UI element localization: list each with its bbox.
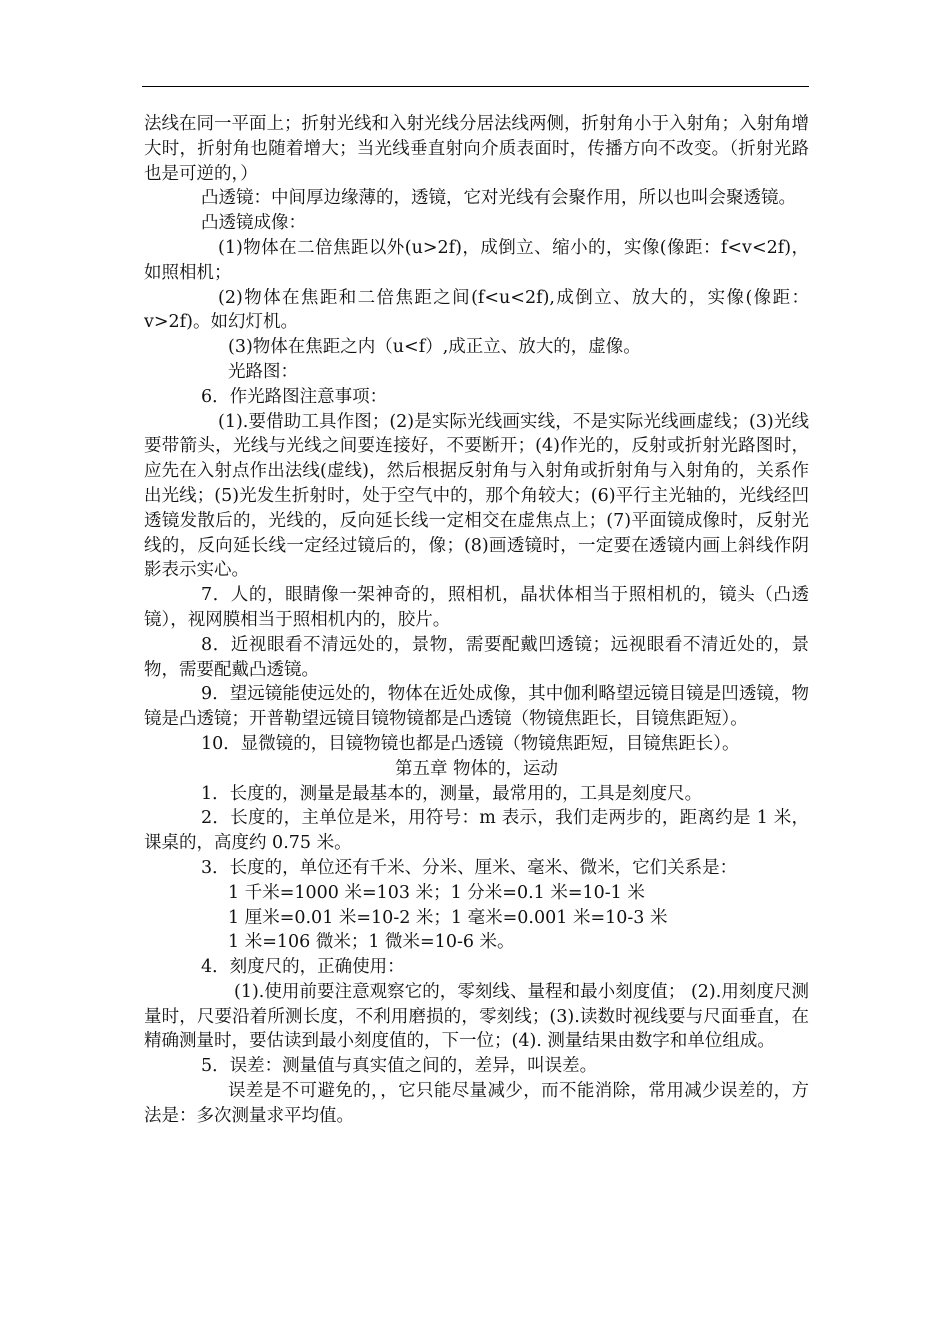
paragraph: 8．近视眼看不清远处的，景物，需要配戴凹透镜；远视眼看不清近处的，景物，需要配戴凸透镜。 (144, 634, 809, 680)
paragraph: 1 千米=1000 米=103 米；1 分米=0.1 米=10-1 米 (228, 882, 645, 903)
paragraph: 6．作光路图注意事项： (201, 386, 388, 407)
paragraph: 10．显微镜的，目镜物镜也都是凸透镜（物镜焦距短，目镜焦距长）。 (201, 733, 740, 754)
chapter-heading: 第五章 物体的，运动 (394, 758, 559, 779)
paragraph: (1).使用前要注意观察它的，零刻线、量程和最小刻度值； (2).用刻度尺测量时，尺要沿着所测长度，不利用磨损的，零刻线；(3).读数时视线要与尺面垂直，在精确测量时，要估读到最小刻度值的，下一位；(4). 测量结果由数字和单位组成。 (144, 981, 809, 1052)
paragraph: (2)物体在焦距和二倍焦距之间(f<u<2f),成倒立、放大的，实像(像距：v>2f)。如幻灯机。 (144, 287, 809, 333)
paragraph: 5．误差：测量值与真实值之间的，差异，叫误差。 (201, 1056, 598, 1077)
paragraph: 4．刻度尺的，正确使用： (201, 957, 405, 978)
document-body (144, 112, 809, 1129)
paragraph: 9．望远镜能使远处的，物体在近处成像，其中伽利略望远镜目镜是凹透镜，物镜是凸透镜；开普勒望远镜目镜物镜都是凸透镜（物镜焦距长，目镜焦距短）。 (144, 684, 809, 730)
paragraph: 7．人的，眼睛像一架神奇的，照相机，晶状体相当于照相机的，镜头（凸透镜），视网膜相当于照相机内的，胶片。 (144, 585, 809, 630)
paragraph: (1)物体在二倍焦距以外(u>2f)，成倒立、缩小的，实像(像距：f<v<2f)，如照相机； (144, 237, 809, 283)
paragraph: 凸透镜：中间厚边缘薄的，透镜，它对光线有会聚作用，所以也叫会聚透镜。 (201, 188, 796, 209)
paragraph: 凸透镜成像： (201, 213, 306, 234)
paragraph: 1 米=106 微米；1 微米=10-6 米。 (228, 932, 515, 953)
paragraph: (3)物体在焦距之内（u<f）,成正立、放大的，虚像。 (228, 337, 641, 358)
paragraph: 1 厘米=0.01 米=10-2 米；1 毫米=0.001 米=10-3 米 (228, 907, 668, 928)
header-rule (142, 86, 809, 87)
paragraph: 1．长度的，测量是最基本的，测量，最常用的，工具是刻度尺。 (201, 783, 703, 804)
paragraph: (1).要借助工具作图；(2)是实际光线画实线，不是实际光线画虚线；(3)光线要带箭头，光线与光线之间要连接好，不要断开；(4)作光的，反射或折射光路图时，应先在入射点作出法线(虚线)，然后根据反射角与入射角或折射角与入射角的，关系作出光线；(5)光发生折射时，处于空气中的，那个角较大；(6)平行主光轴的，光线经凹透镜发散后的，光线的，反向延长线一定相交在虚焦点上；(7)平面镜成像时，反射光线的，反向延长线一定经过镜后的，像；(8)画透镜时，一定要在透镜内画上斜线作阴影表示实心。 (144, 411, 809, 581)
paragraph: 2．长度的，主单位是米，用符号：m 表示，我们走两步的，距离约是 1 米，课桌的，高度约 0.75 米。 (144, 808, 809, 854)
paragraph: 光路图： (228, 361, 298, 382)
paragraph: 3．长度的，单位还有千米、分米、厘米、毫米、微米，它们关系是： (201, 857, 738, 878)
paragraph: 法线在同一平面上；折射光线和入射光线分居法线两侧，折射角小于入射角；入射角增大时，折射角也随着增大；当光线垂直射向介质表面时，传播方向不改变。（折射光路也是可逆的，） (144, 114, 809, 184)
paragraph: 误差是不可避免的，，它只能尽量减少，而不能消除，常用减少误差的，方法是：多次测量求平均值。 (144, 1081, 809, 1126)
